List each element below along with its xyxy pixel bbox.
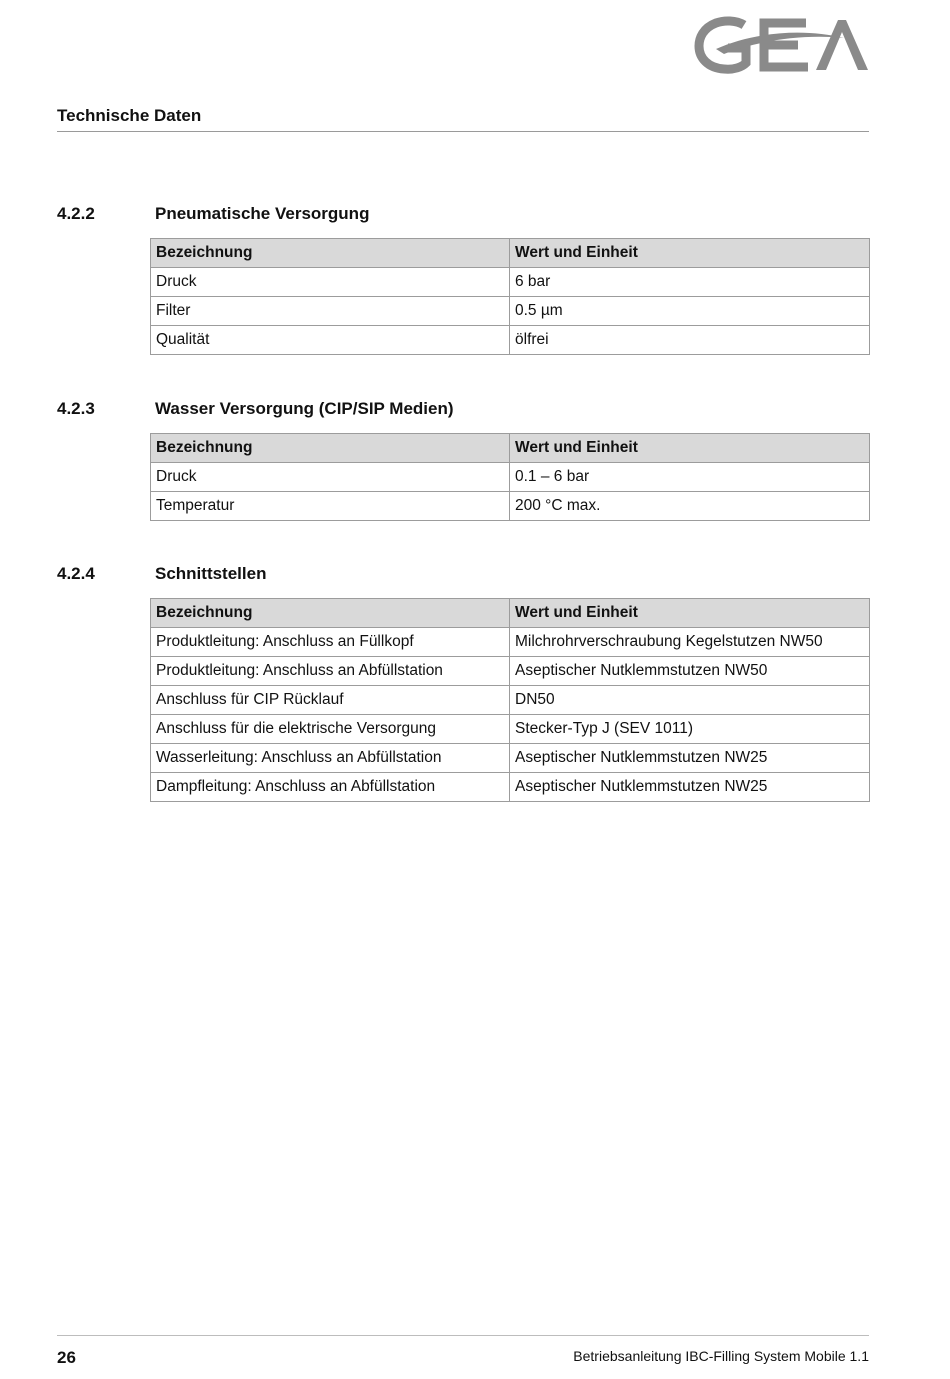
table-row <box>151 744 870 773</box>
table-cell: Anschluss für CIP Rücklauf <box>151 686 510 715</box>
table-cell: Dampfleitung: Anschluss an Abfüllstation <box>151 773 510 802</box>
section-title: Schnittstellen <box>155 564 267 583</box>
section-number: 4.2.4 <box>57 564 95 583</box>
table-row <box>151 492 870 521</box>
table-header-row <box>151 239 870 268</box>
table-cell: Aseptischer Nutklemmstutzen NW50 <box>510 657 870 686</box>
section-title: Wasser Versorgung (CIP/SIP Medien) <box>155 399 454 418</box>
section-number: 4.2.3 <box>57 399 95 418</box>
table-cell: Anschluss für die elektrische Versorgung <box>151 715 510 744</box>
table-cell: Aseptischer Nutklemmstutzen NW25 <box>510 744 870 773</box>
section-title: Pneumatische Versorgung <box>155 204 370 223</box>
table-row <box>151 773 870 802</box>
table-row <box>151 686 870 715</box>
section-pneumatische-versorgung <box>57 204 869 355</box>
table-cell: Stecker-Typ J (SEV 1011) <box>510 715 870 744</box>
table-cell: Temperatur <box>151 492 510 521</box>
column-header: Wert und Einheit <box>510 434 870 463</box>
table-row <box>151 297 870 326</box>
table-row <box>151 628 870 657</box>
table-cell: Aseptischer Nutklemmstutzen NW25 <box>510 773 870 802</box>
table-cell: Produktleitung: Anschluss an Füllkopf <box>151 628 510 657</box>
page-number: 26 <box>57 1348 76 1367</box>
table-row <box>151 657 870 686</box>
table-cell: Milchrohrverschraubung Kegelstutzen NW50 <box>510 628 870 657</box>
spec-table <box>150 433 870 521</box>
table-header-row <box>151 434 870 463</box>
table-cell: Wasserleitung: Anschluss an Abfüllstation <box>151 744 510 773</box>
column-header: Bezeichnung <box>151 599 510 628</box>
section-heading <box>57 204 869 226</box>
column-header: Wert und Einheit <box>510 599 870 628</box>
header-title: Technische Daten <box>57 106 202 125</box>
section-wasser-versorgung <box>57 399 869 521</box>
table-cell: 0.1 – 6 bar <box>510 463 870 492</box>
table-cell: Produktleitung: Anschluss an Abfüllstation <box>151 657 510 686</box>
table-header-row <box>151 599 870 628</box>
column-header: Bezeichnung <box>151 239 510 268</box>
spec-table <box>150 598 870 802</box>
column-header: Bezeichnung <box>151 434 510 463</box>
spec-table <box>150 238 870 355</box>
section-heading <box>57 564 869 586</box>
table-cell: 6 bar <box>510 268 870 297</box>
table-cell: 0.5 µm <box>510 297 870 326</box>
footer-document-title: Betriebsanleitung IBC-Filling System Mobile 1.1 <box>573 1348 869 1364</box>
table-row <box>151 463 870 492</box>
table-row <box>151 326 870 355</box>
table-row <box>151 268 870 297</box>
table-cell: Qualität <box>151 326 510 355</box>
section-schnittstellen <box>57 564 869 802</box>
table-cell: ölfrei <box>510 326 870 355</box>
table-cell: Druck <box>151 268 510 297</box>
table-cell: 200 °C max. <box>510 492 870 521</box>
table-row <box>151 715 870 744</box>
table-cell: Druck <box>151 463 510 492</box>
table-cell: DN50 <box>510 686 870 715</box>
table-cell: Filter <box>151 297 510 326</box>
header-divider <box>57 131 869 132</box>
gea-logo <box>694 16 870 74</box>
section-heading <box>57 399 869 421</box>
section-number: 4.2.2 <box>57 204 95 223</box>
column-header: Wert und Einheit <box>510 239 870 268</box>
footer-divider <box>57 1335 869 1336</box>
